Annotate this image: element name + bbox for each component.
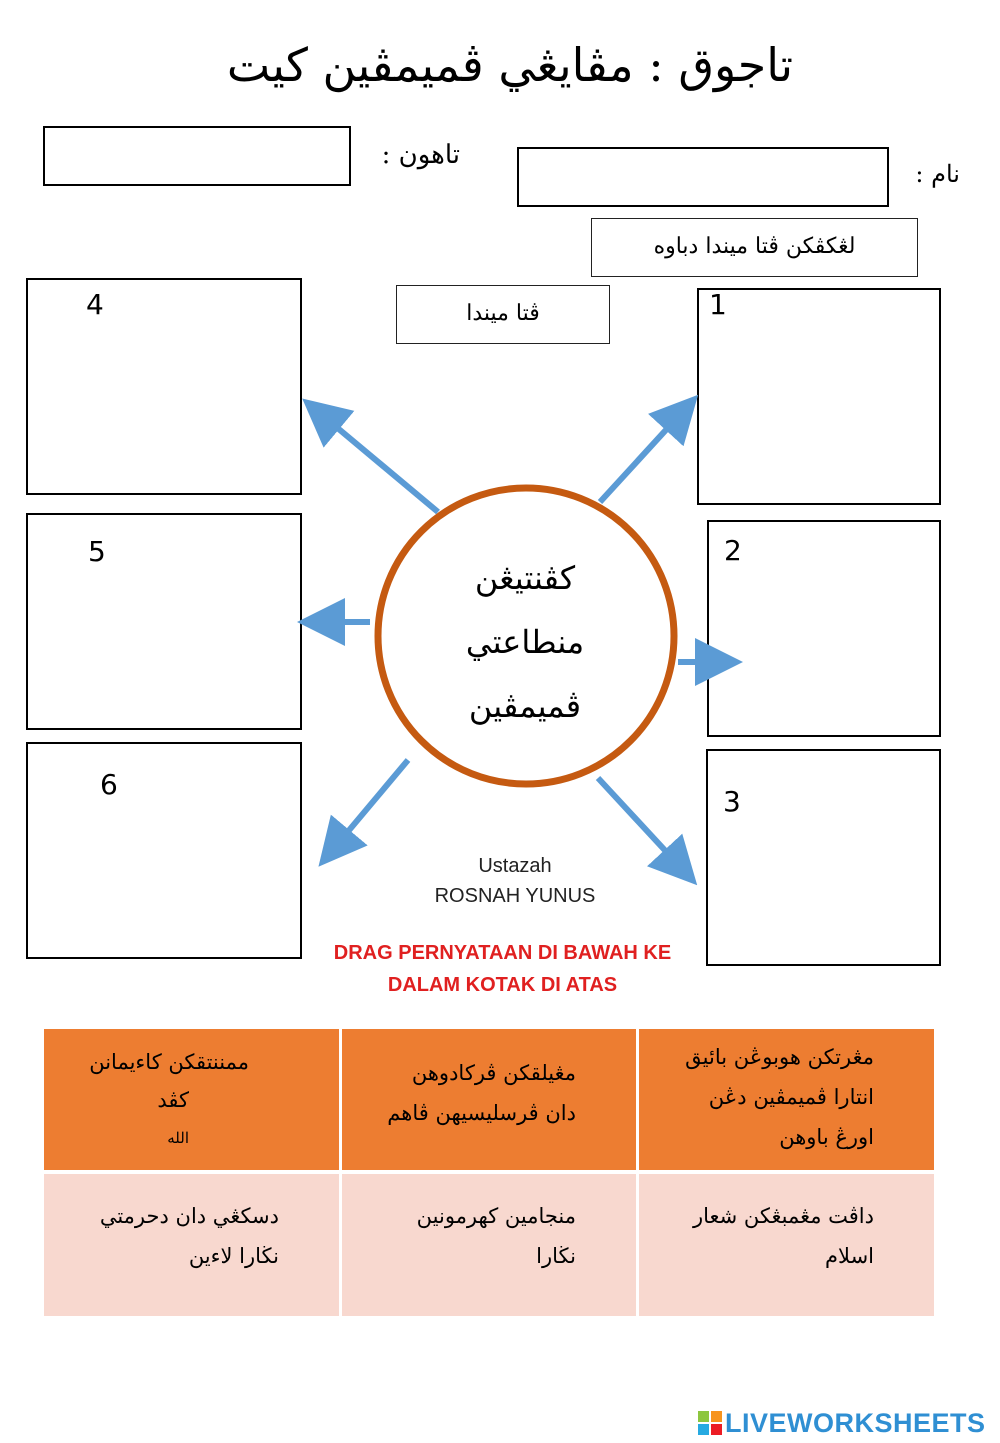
box-number-2: 2 [724, 534, 742, 567]
statement-1-line-2: انتارا ڤميمڤين دڠن [708, 1085, 874, 1109]
center-line-1: كڤنتيڠن [474, 559, 576, 597]
box-number-3: 3 [723, 785, 741, 818]
box-number-1: 1 [709, 288, 727, 321]
author-credit [400, 851, 630, 911]
statement-5-line-2: نڬارا [536, 1244, 576, 1268]
arrow-to-box-1 [600, 408, 686, 502]
instruction-text: لڠكڤكن ڤتا ميندا دباوه [653, 234, 856, 259]
statement-5-line-1: منجامين كهرمونين [416, 1204, 576, 1228]
drag-instruction [280, 937, 725, 1001]
statement-card-2[interactable] [342, 1029, 636, 1170]
worksheet-title: تاجوق : مڤايڠي ڤميمڤين كيت [226, 38, 794, 92]
statement-6-line-1: دسكڠي دان دحرمتي [99, 1204, 279, 1228]
box-number-5: 5 [88, 535, 106, 568]
arrow-to-box-4 [316, 410, 438, 512]
mind-map-label: ڤتا ميندا [466, 301, 540, 326]
author-line-2: ROSNAH YUNUS [434, 885, 596, 907]
statement-3-line-2: كڤد [157, 1088, 189, 1112]
center-text [420, 546, 630, 738]
statement-6-line-2: نڬارا لاءين [188, 1244, 279, 1268]
statement-4-line-2: اسلام [825, 1244, 874, 1268]
center-line-3: ڤميمڤين [468, 687, 582, 725]
center-line-2: منطاعتي [465, 623, 585, 661]
statement-1-line-1: مڠرتكن هوبوڠن بائيق [685, 1045, 874, 1069]
statement-card-1[interactable] [639, 1029, 934, 1170]
statement-3-line-3: الله [167, 1129, 189, 1147]
liveworksheets-brand[interactable] [697, 1405, 997, 1441]
statement-card-4[interactable] [639, 1174, 934, 1316]
statement-4-line-1: داڤت مڠمبڠكن شعار [692, 1204, 874, 1228]
year-label: تاهون : [381, 140, 460, 170]
drag-instruction-line-2: DALAM KOTAK DI ATAS [387, 974, 618, 996]
statement-card-6[interactable] [44, 1174, 339, 1316]
statement-1-line-3: اورڠ باوهن [779, 1125, 874, 1149]
statement-card-5[interactable] [342, 1174, 636, 1316]
statement-3-line-1: ممننتقكن كاءيمانن [89, 1050, 249, 1074]
arrow-to-box-6 [330, 760, 408, 853]
name-label: نام : [915, 160, 960, 188]
liveworksheets-wordmark: LIVEWORKSHEETS [725, 1407, 986, 1438]
author-line-1: Ustazah [478, 855, 552, 877]
liveworksheets-logo-icon [697, 1410, 723, 1436]
box-number-6: 6 [100, 768, 118, 801]
statement-2-line-1: مڠيلقكن ڤركادوهن [411, 1061, 576, 1085]
box-number-4: 4 [86, 288, 104, 321]
statement-card-3[interactable] [44, 1029, 339, 1170]
statement-2-line-2: دان ڤرسليسيهن ڤاهم [387, 1101, 576, 1125]
statement-grid [44, 1029, 934, 1316]
drag-instruction-line-1: DRAG PERNYATAAN DI BAWAH KE [333, 942, 672, 964]
